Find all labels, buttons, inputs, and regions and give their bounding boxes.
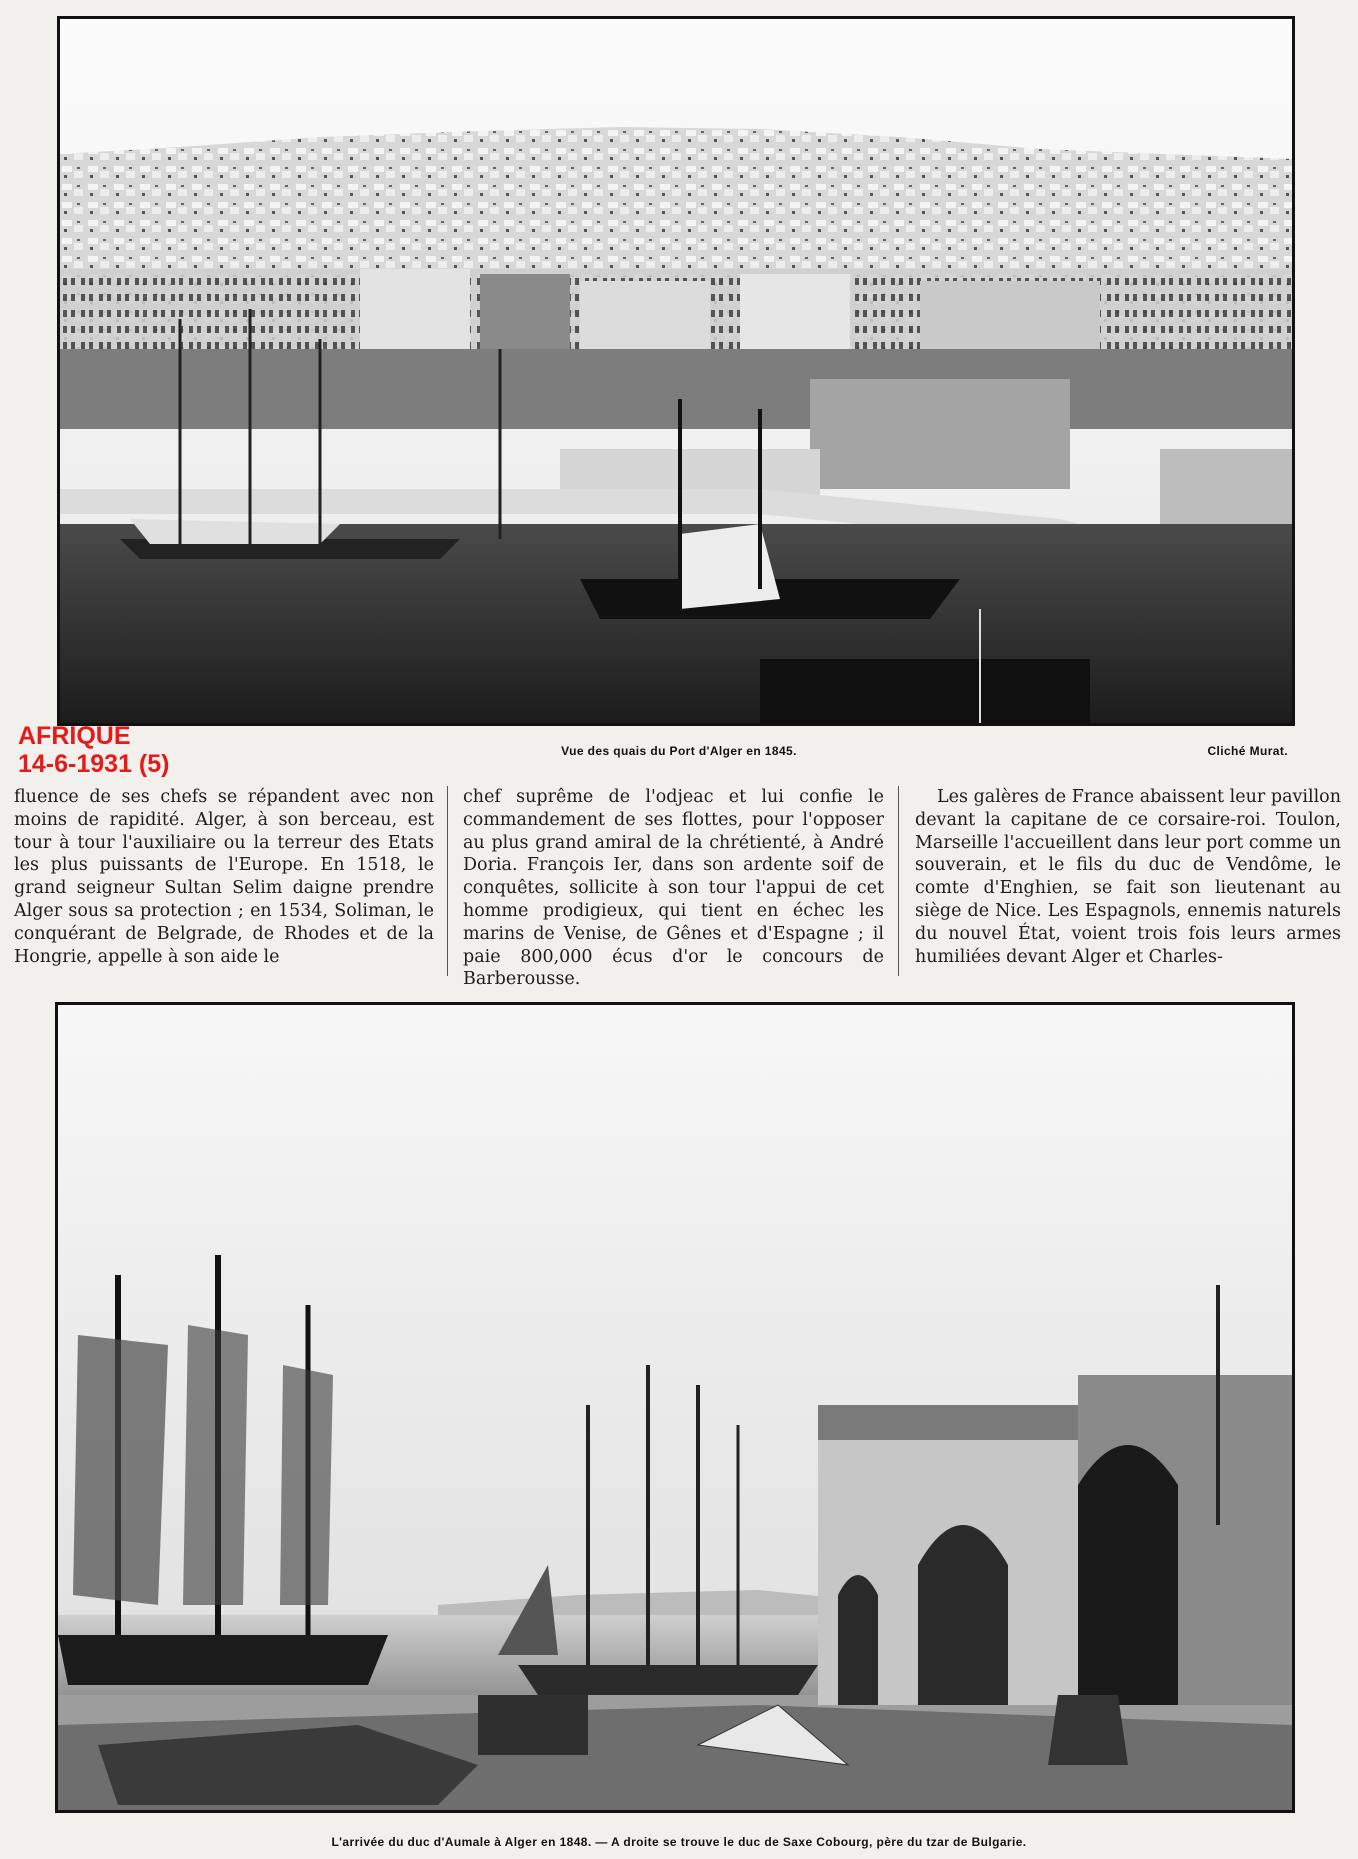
column-divider (898, 786, 899, 976)
column-1-paragraph: fluence de ses chefs se répandent avec non moins de rapidité. Alger, à son berceau, est tour à tour l'auxiliaire ou la terreur des Etats les plus puissants de l'Europe. En 1518, le grand seigneur Sultan Selim daigne prendre Alger sous sa protection ; en 1534, Soliman, le conquérant de Belgrade, de Rhodes et de la Hongrie, appelle à son aide le (14, 787, 434, 967)
illustration-arrivee-duc-aumale-1848 (55, 1002, 1295, 1813)
photo1-credit: Cliché Murat. (1207, 744, 1288, 758)
column-divider (447, 786, 448, 976)
source-tag-date: 14-6-1931 (5) (18, 750, 170, 778)
text-column-2 (463, 786, 884, 991)
source-tag-title: AFRIQUE (18, 722, 131, 750)
column-3-paragraph: Les galères de France abaissent leur pavillon devant la capitane de ce corsaire-roi. Toulon, Marseille l'accueillent dans leur port comme un souverain, et le fils du duc de Vendôme, le comte d'Enghien, se fait son lieutenant au siège de Nice. Les Espagnols, ennemis naturels du nouvel État, voient trois fois leurs armes humiliées devant Alger et Charles- (915, 787, 1341, 967)
photo2-caption: L'arrivée du duc d'Aumale à Alger en 1848. — A droite se trouve le duc de Saxe Cobourg, père du tzar de Bulgarie. (331, 1835, 1027, 1849)
photo-port-alger-1845 (57, 16, 1295, 726)
text-column-3 (915, 786, 1341, 968)
photo1-caption: Vue des quais du Port d'Alger en 1845. (561, 744, 797, 758)
text-column-1 (14, 786, 434, 968)
column-2-paragraph: chef suprême de l'odjeac et lui confie le commandement de ses flottes, pour l'opposer au plus grand amiral de la chrétienté, à André Doria. François Ier, dans son ardente soif de conquêtes, sollicite à son tour l'appui de cet homme prodigieux, qui tient en échec les marins de Venise, de Gênes et d'Espagne ; il paie 800,000 écus d'or le concours de Barberousse. (463, 787, 884, 990)
